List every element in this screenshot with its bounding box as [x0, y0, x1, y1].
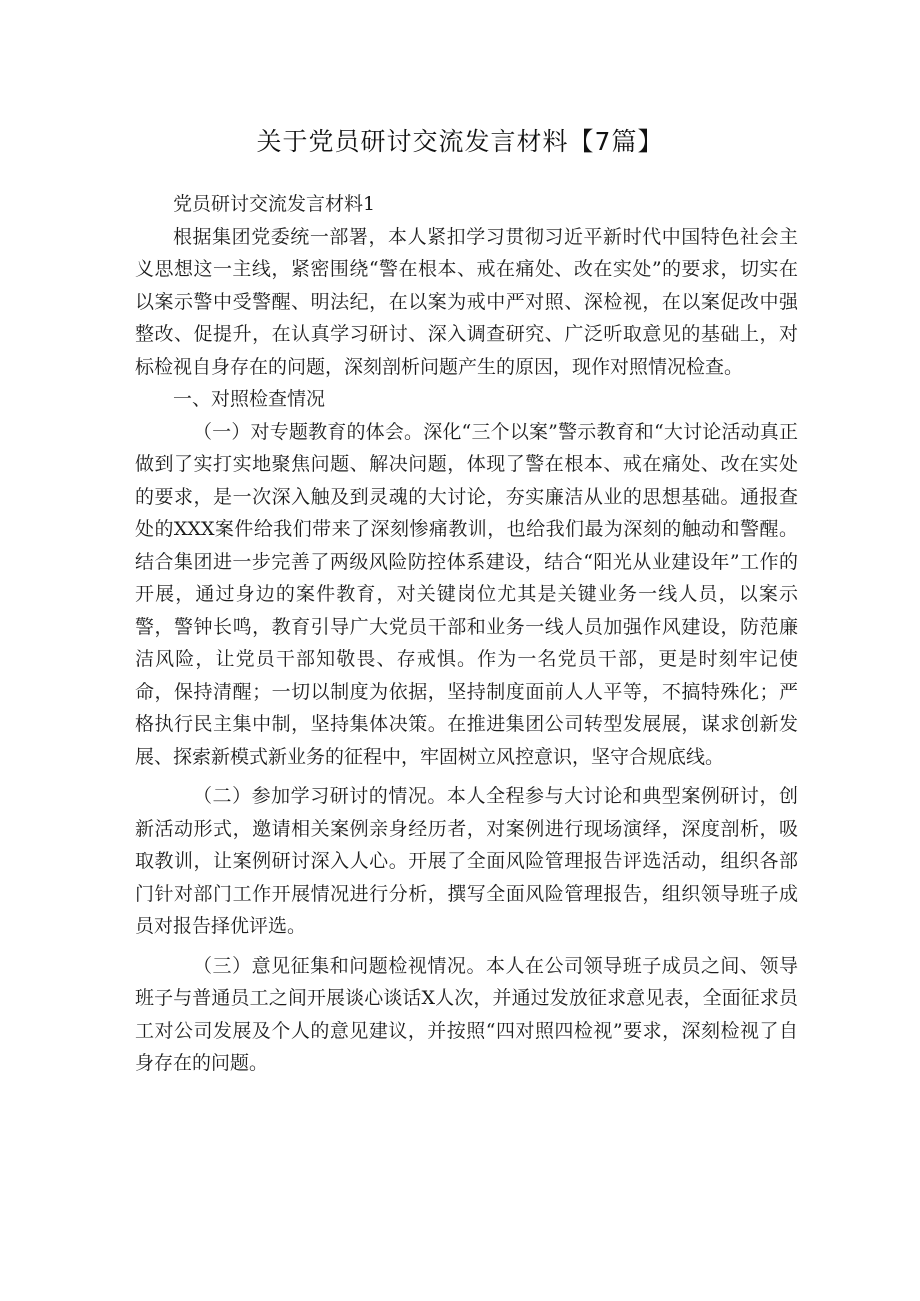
intro-paragraph: 根据集团党委统一部署，本人紧扣学习贯彻习近平新时代中国特色社会主义思想这一主线，紧密围绕“警在根本、戒在痛处、改在实处”的要求，切实在以案示警中受警醒、明法纪，在以案为戒中严对照、深检视，在以案促改中强整改、促提升，在认真学习研讨、深入调查研究、广泛听取意见的基础上，对标检视自身存在的问题，深刻剖析问题产生的原因，现作对照情况检查。: [135, 225, 798, 378]
document-body: [135, 188, 798, 1080]
document-title: 关于党员研讨交流发言材料【7篇】: [256, 127, 664, 156]
item-paragraph-2: （二）参加学习研讨的情况。本人全程参与大讨论和典型案例研讨，创新活动形式，邀请相关案例亲身经历者，对案例进行现场演绎，深度剖析，吸取教训，让案例研讨深入人心。开展了全面风险管理报告评选活动，组织各部门针对部门工作开展情况进行分析，撰写全面风险管理报告，组织领导班子成员对报告择优评选。: [135, 785, 798, 937]
item-paragraph-3: （三）意见征集和问题检视情况。本人在公司领导班子成员之间、领导班子与普通员工之间开展谈心谈话X人次，并通过发放征求意见表，全面征求员工对公司发展及个人的意见建议，并按照“四对照四检视”要求，深刻检视了自身存在的问题。: [135, 954, 798, 1074]
item-paragraph-1: （一）对专题教育的体会。深化“三个以案”警示教育和“大讨论活动真正做到了实打实地聚焦问题、解决问题，体现了警在根本、戒在痛处、改在实处的要求，是一次深入触及到灵魂的大讨论，夯实廉洁从业的思想基础。通报查处的XXX案件给我们带来了深刻惨痛教训，也给我们最为深刻的触动和警醒。结合集团进一步完善了两级风险防控体系建设，结合“阳光从业建设年”工作的开展，通过身边的案件教育，对关键岗位尤其是关键业务一线人员，以案示警，警钟长鸣，教育引导广大党员干部和业务一线人员加强作风建设，防范廉洁风险，让党员干部知敬畏、存戒惧。作为一名党员干部，更是时刻牢记使命，保持清醒；一切以制度为依据，坚持制度面前人人平等，不搞特殊化；严格执行民主集中制，坚持集体决策。在推进集团公司转型发展展，谋求创新发展、探索新模式新业务的征程中，牢固树立风控意识，坚守合规底线。: [135, 420, 798, 768]
section-heading: 一、对照检查情况: [173, 388, 326, 410]
document-subheading: 党员研讨交流发言材料1: [173, 193, 376, 215]
